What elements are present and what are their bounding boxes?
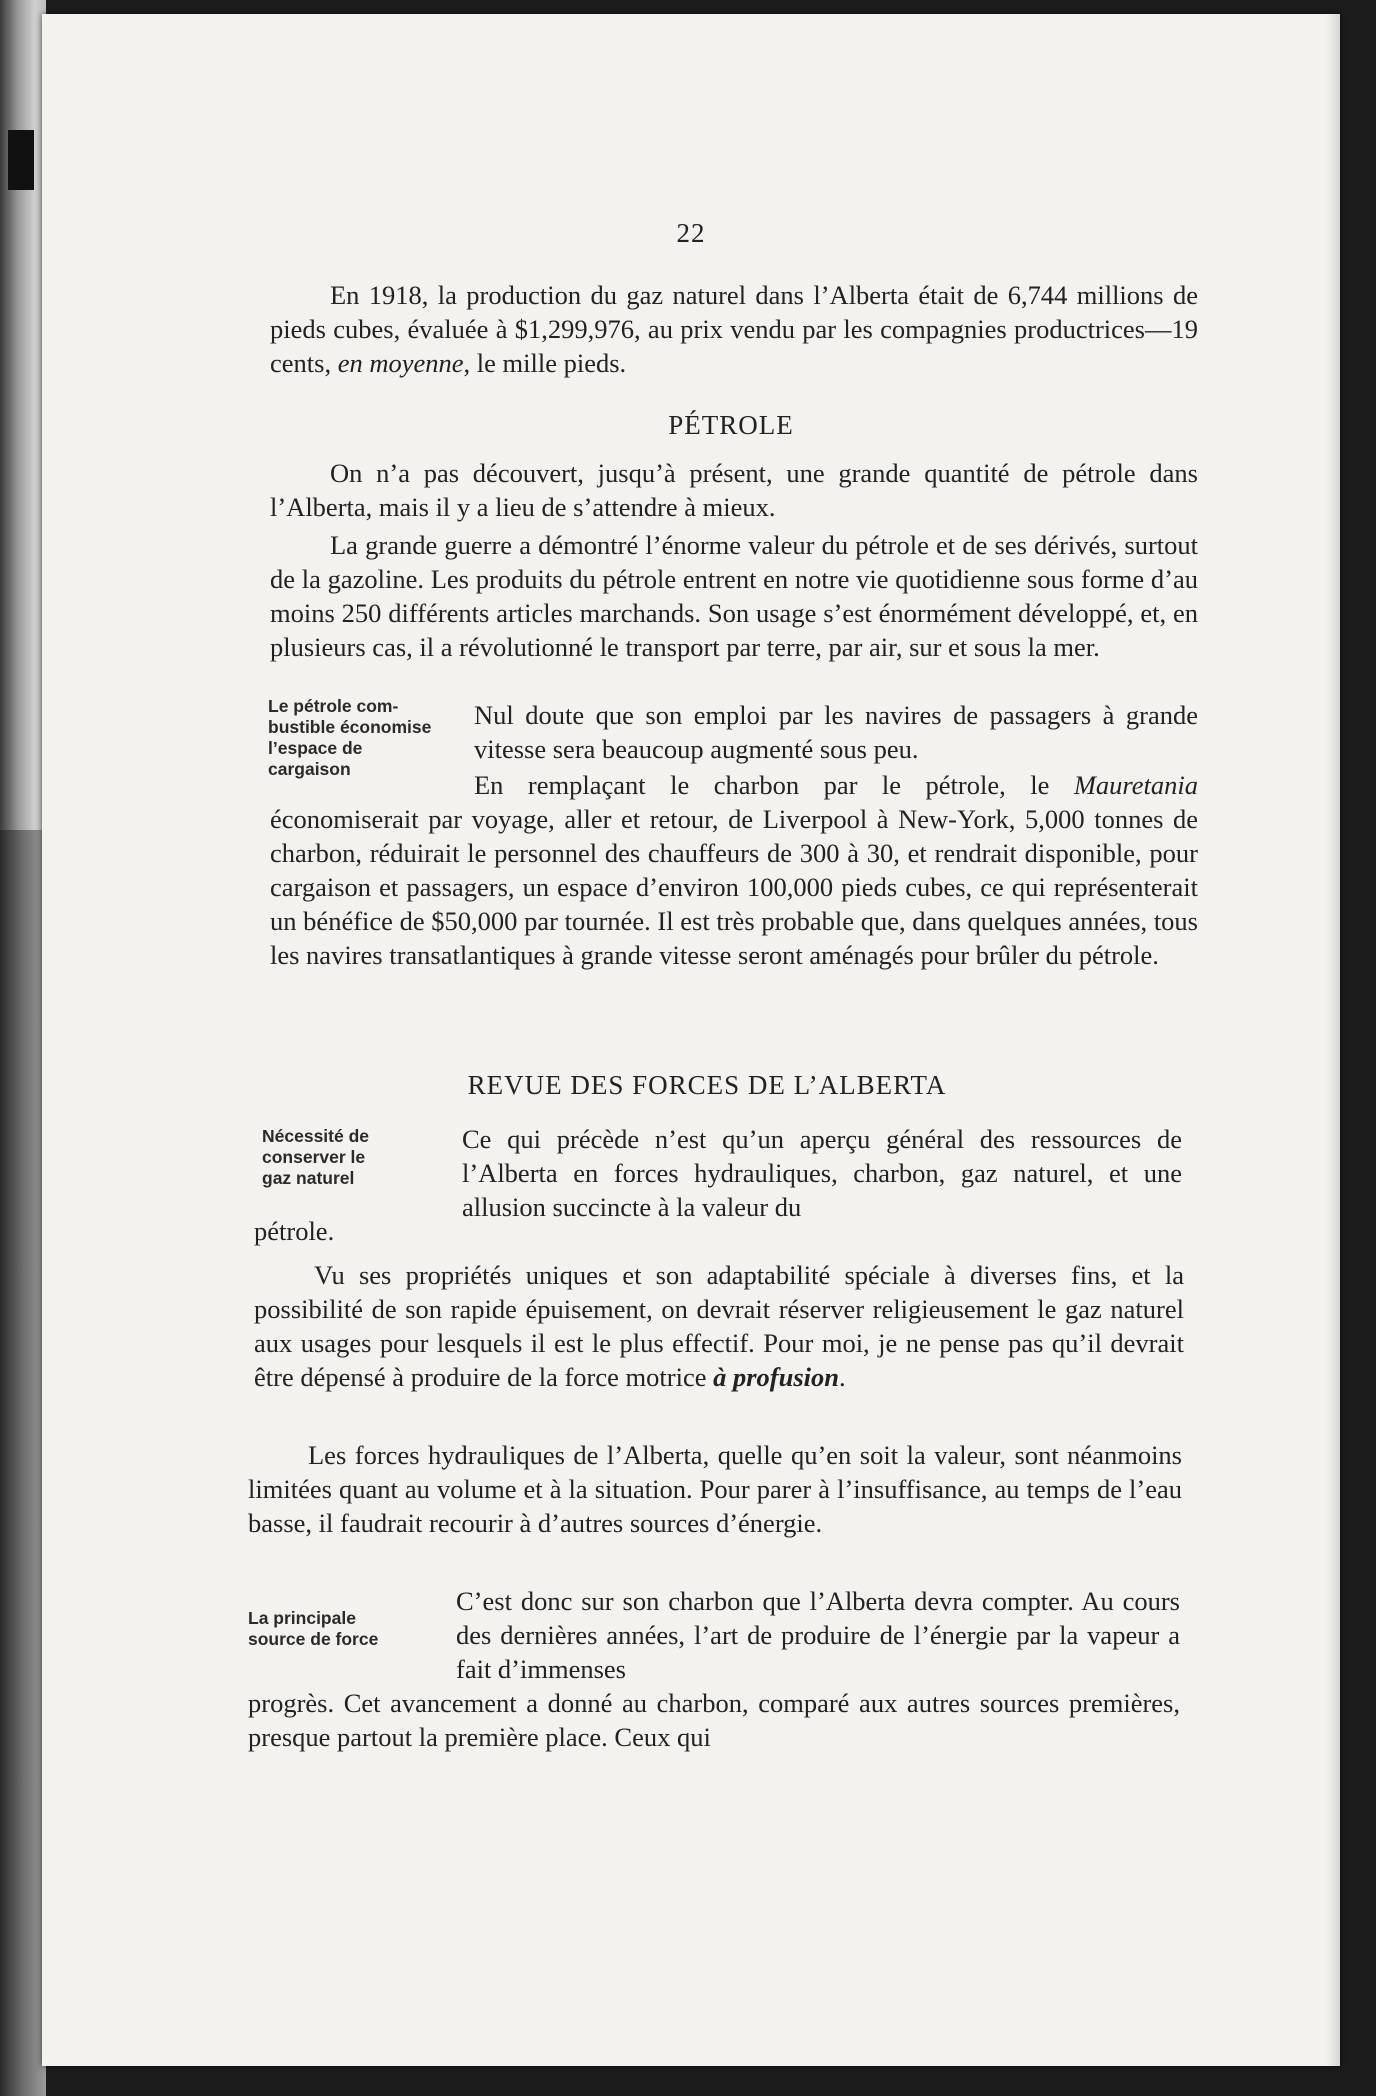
sidenote-line: Nécessité de <box>262 1126 370 1146</box>
paragraph-gas-production <box>270 278 1198 380</box>
paragraph-hydraulic-forces: Les forces hydrauliques de l’Alberta, quelle qu’en soit la valeur, sont néanmoins limitées quant au volume et à la situation. Pour parer à l’insuffisance, au temps de l’eau basse, il faudrait recourir à d’autres sources d’énergie. <box>248 1440 1182 1538</box>
paragraph-text: . <box>839 1362 846 1392</box>
paragraph-petrole-discovery: On n’a pas découvert, jusqu’à présent, une grande quantité de pétrole dans l’Alberta, mais il y a lieu de s’attendre à mieux. <box>270 458 1198 522</box>
sidenote-line: l’espace de <box>268 738 363 758</box>
scan-left-shadow <box>0 830 46 2096</box>
document-page <box>42 14 1340 2066</box>
paragraph-summary-tail: pétrole. <box>254 1216 335 1246</box>
sidenote-line: La principale <box>248 1608 356 1628</box>
paragraph-great-war: La grande guerre a démontré l’énorme valeur du pétrole et de ses dérivés, surtout de la gazoline. Les produits du pétrole entrent en notre vie quotidienne sous forme d’au moins 250 différents articles marchands. Son usage s’est énormément développé, et, en plusieurs cas, il a révolutionné le transport par terre, par air, sur et sous la mer. <box>270 530 1198 662</box>
page-number: 22 <box>676 218 706 248</box>
sidenote-conserve-gas <box>262 1126 442 1189</box>
scan-margin-mark <box>8 130 34 190</box>
paragraph-natural-gas-use <box>254 1258 1184 1394</box>
paragraph-coal-tail: progrès. Cet avancement a donné au charbon, comparé aux autres sources premières, presque partout la première place. Ceux qui <box>248 1688 1180 1752</box>
paragraph-passenger-ships: Nul doute que son emploi par les navires de passagers à grande vitesse sera beaucoup augmenté sous peu. <box>474 700 1198 764</box>
ship-name: Mauretania <box>1073 770 1198 800</box>
sidenote-line: conserver le <box>262 1147 366 1167</box>
paragraph-text: , le mille pieds. <box>463 348 627 378</box>
emphasis-text: en moyenne <box>337 348 464 378</box>
paragraph-text: En remplaçant le charbon par le pétrole, le <box>474 770 1074 800</box>
paragraph-mauretania <box>270 768 1198 972</box>
emphasis-text: à profusion <box>713 1362 840 1392</box>
page-content <box>42 14 1340 2066</box>
paragraph-text: Vu ses propriétés uniques et son adaptabilité spéciale à diverses fins, et la possibilité de son rapide épuisement, on devrait réserver religieusement le gaz naturel aux usages pour lesquels il est le plus effectif. Pour moi, je ne pense pas qu’il devrait être dépensé à produire de la force motrice <box>254 1260 1184 1392</box>
sidenote-line: gaz naturel <box>262 1168 355 1188</box>
paragraph-text: En 1918, la production du gaz naturel dans l’Alberta était de 6,744 millions de pieds cubes, évaluée à $1,299,976, au prix vendu par les compagnies productrices—19 cents, <box>270 280 1198 378</box>
sidenote-line: source de force <box>248 1629 379 1649</box>
section-heading-revue: REVUE DES FORCES DE L’ALBERTA <box>467 1070 947 1100</box>
paragraph-text: économiserait par voyage, aller et retour, de Liverpool à New-York, 5,000 tonnes de charbon, réduirait le personnel des chauffeurs de 300 à 30, et rendrait disponible, pour cargaison et passagers, un espace d’environ 100,000 pieds cubes, ce qui représenterait un bénéfice de $50,000 par tournée. Il est très probable que, dans quelques années, tous les navires transatlantiques à grande vitesse seront aménagés pour brûler du pétrole. <box>270 804 1198 970</box>
paragraph-coal: C’est donc sur son charbon que l’Alberta devra compter. Au cours des dernières années, l’art de produire de l’énergie par la vapeur a fait d’immenses <box>456 1586 1180 1684</box>
paragraph-summary: Ce qui précède n’est qu’un aperçu général des ressources de l’Alberta en forces hydrauliques, charbon, gaz naturel, et une allusion succincte à la valeur du <box>462 1124 1182 1222</box>
sidenote-line: Le pétrole com- <box>268 696 399 716</box>
sidenote-line: bustible économise <box>268 717 432 737</box>
section-heading-petrole: PÉTROLE <box>668 410 794 440</box>
sidenote-line: cargaison <box>268 759 351 779</box>
sidenote-main-power-source <box>248 1608 448 1650</box>
